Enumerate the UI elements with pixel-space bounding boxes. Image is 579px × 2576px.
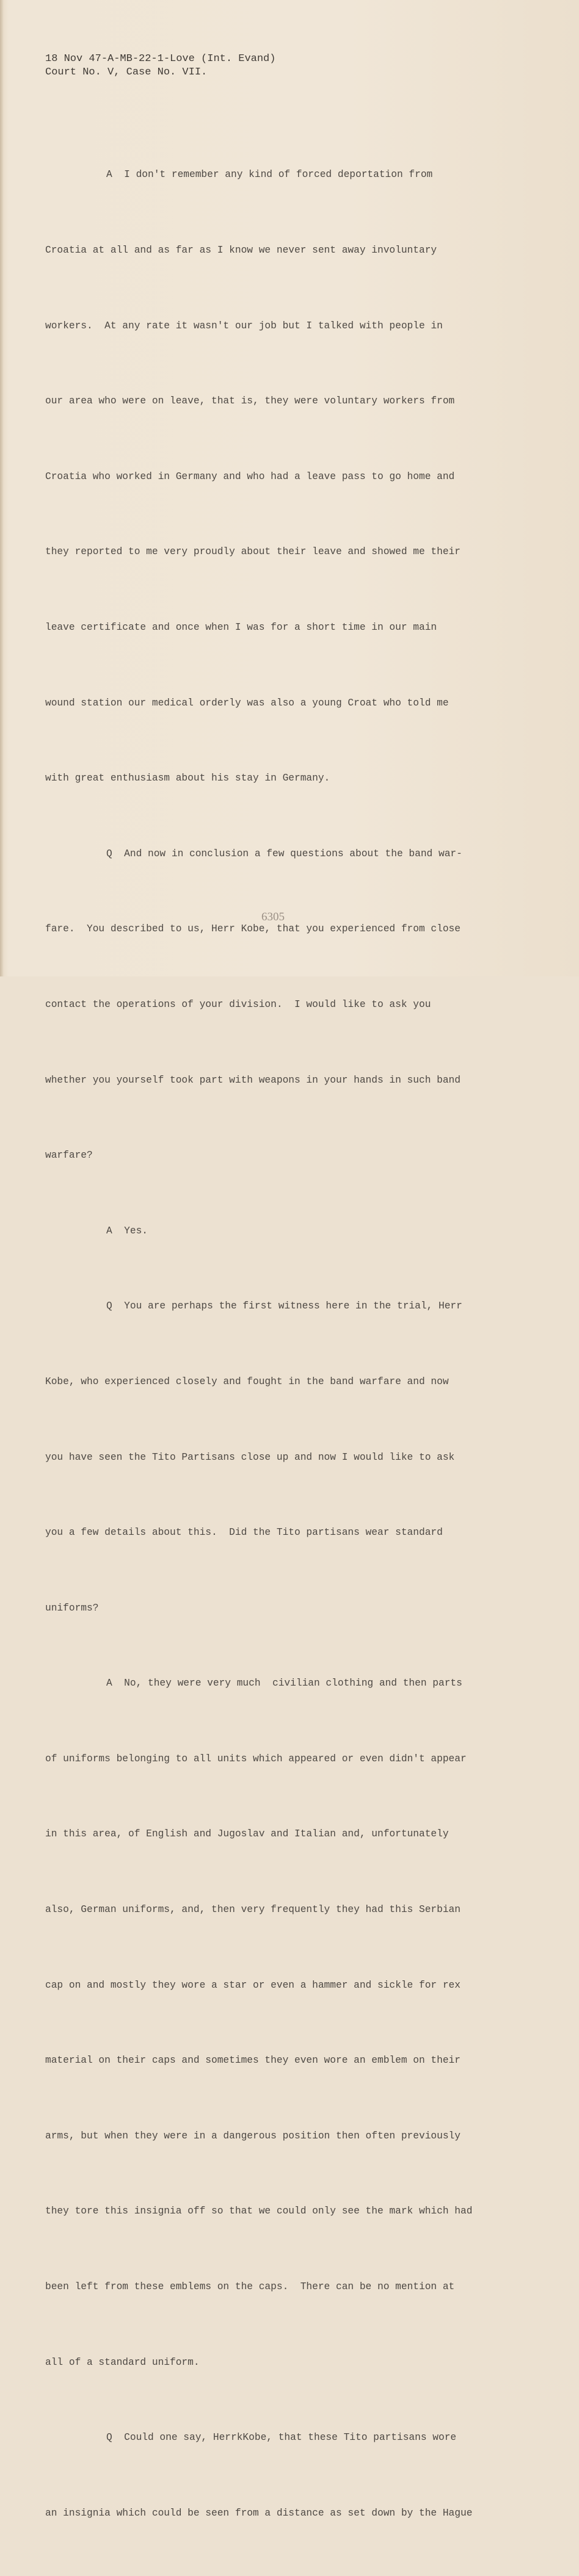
transcript-line: with great enthusiasm about his stay in Germany. <box>45 773 330 784</box>
transcript-line: of uniforms belonging to all units which appeared or even didn't appear <box>45 1753 467 1764</box>
transcript-line: A Yes. <box>106 1225 148 1236</box>
page-number: 6305 <box>261 911 285 923</box>
transcript-line: wound station our medical orderly was also a young Croat who told me <box>45 697 449 709</box>
transcript-line: A I don't remember any kind of forced deportation from <box>106 169 433 181</box>
transcript-line: fare. You described to us, Herr Kobe, that you experienced from close <box>45 923 461 935</box>
header-line-1: 18 Nov 47-A-MB-22-1-Love (Int. Evand) <box>45 53 276 65</box>
transcript-line: warfare? <box>45 1150 93 1161</box>
transcript-line: cap on and mostly they wore a star or even a hammer and sickle for rex <box>45 1979 461 1991</box>
transcript-line: workers. At any rate it wasn't our job but I talked with people in <box>45 320 443 331</box>
transcript-line: A No, they were very much civilian clothing and then parts <box>106 1678 462 1689</box>
transcript-line: uniforms? <box>45 1602 99 1614</box>
transcript-line: also, German uniforms, and, then very frequently they had this Serbian <box>45 1904 461 1916</box>
transcript-body <box>45 112 552 2576</box>
transcript-line: Q And now in conclusion a few questions about the band war- <box>106 848 462 859</box>
transcript-line: in this area, of English and Jugoslav and Italian and, unfortunately <box>45 1828 449 1840</box>
transcript-line: arms, but when they were in a dangerous position then often previously <box>45 2130 461 2141</box>
transcript-line: material on their caps and sometimes they even wore an emblem on their <box>45 2055 461 2066</box>
transcript-line: leave certificate and once when I was for a short time in our main <box>45 621 437 633</box>
transcript-line: they reported to me very proudly about their leave and showed me their <box>45 546 461 558</box>
transcript-line: Q You are perhaps the first witness here in the trial, Herr <box>106 1301 462 1312</box>
transcript-line: they tore this insignia off so that we could only see the mark which had <box>45 2206 473 2217</box>
transcript-line: whether you yourself took part with weapons in your hands in such band <box>45 1074 461 1086</box>
transcript-line: contact the operations of your division. I would like to ask you <box>45 998 431 1010</box>
header-line-2: Court No. V, Case No. VII. <box>45 67 208 78</box>
document-header <box>45 52 275 79</box>
transcript-line: our area who were on leave, that is, they were voluntary workers from <box>45 395 455 407</box>
transcript-line: Croatia at all and as far as I know we never sent away involuntary <box>45 245 437 256</box>
transcript-line: all of a standard uniform. <box>45 2356 200 2368</box>
transcript-line: you have seen the Tito Partisans close up and now I would like to ask <box>45 1451 455 1463</box>
transcript-line: Kobe, who experienced closely and fought in the band warfare and now <box>45 1376 449 1387</box>
transcript-line: been left from these emblems on the caps. There can be no mention at <box>45 2281 455 2293</box>
page-left-edge <box>0 0 4 976</box>
transcript-line: you a few details about this. Did the Tito partisans wear standard <box>45 1527 443 1539</box>
transcript-line: an insignia which could be seen from a distance as set down by the Hague <box>45 2507 473 2519</box>
transcript-line: Q Could one say, HerrkKobe, that these Tito partisans wore <box>106 2432 457 2444</box>
transcript-line: Croatia who worked in Germany and who had a leave pass to go home and <box>45 471 455 482</box>
